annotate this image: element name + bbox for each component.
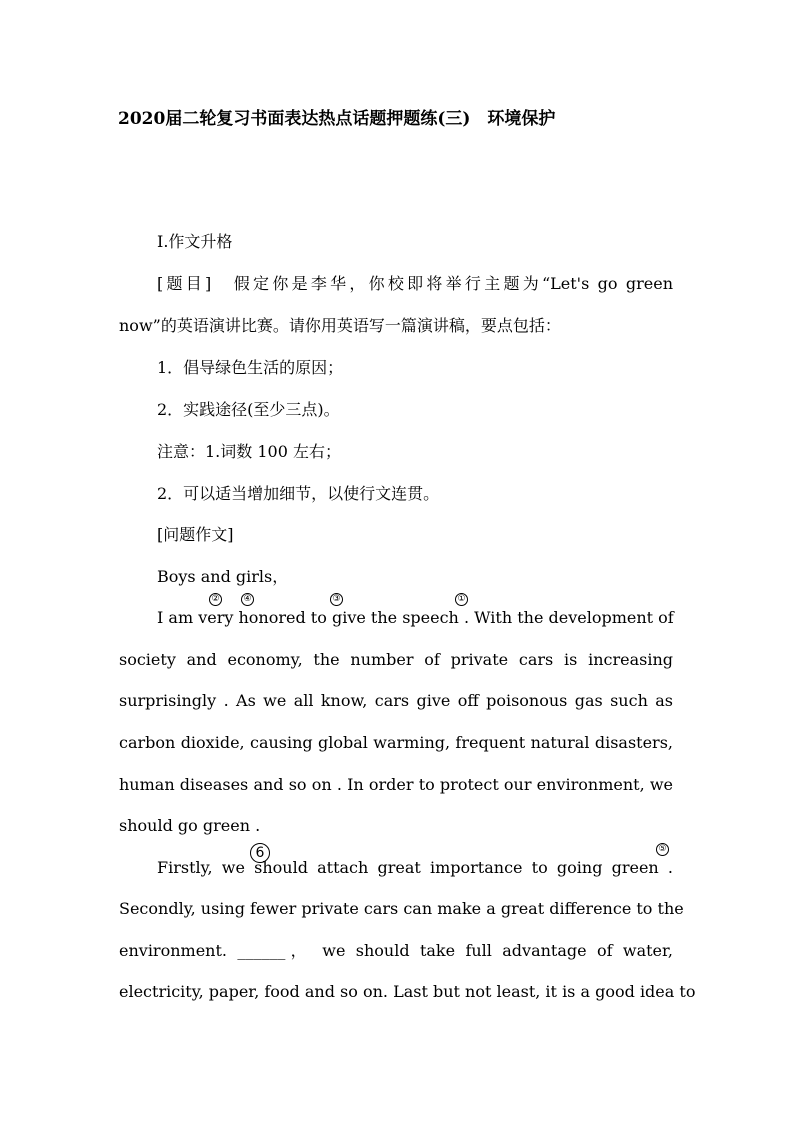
prompt-line-2: now”的英语演讲比赛。请你用英语写一篇演讲稿，要点包括： [119, 316, 561, 335]
essay-p1-line-5: human diseases and so on . In order to protect our environment, we [119, 775, 673, 794]
marker-3: ③ [330, 593, 343, 606]
marker-5: ⑤ [656, 843, 669, 856]
essay-p2-line-4: electricity, paper, food and so on. Last but not least, it is a good idea to [119, 982, 696, 1001]
essay-p1-line-2: society and economy, the number of private cars is increasing [119, 650, 673, 669]
essay-p1-line-4: carbon dioxide, causing global warming, frequent natural disasters, [119, 733, 673, 752]
essay-p2-line-1: Firstly, we should attach great importance to going green . [157, 858, 673, 877]
essay-p1-line-6: should go green . [119, 816, 261, 835]
note-1: 注意：1.词数 100 左右； [157, 442, 341, 461]
marker-2: ② [209, 593, 222, 606]
marker-1: ① [455, 593, 468, 606]
essay-p1-line-1: I am very honored to give the speech . With the development of [157, 608, 674, 627]
essay-label: [问题作文] [157, 525, 234, 544]
essay-p1-line-3: surprisingly . As we all know, cars give off poisonous gas such as [119, 691, 673, 710]
essay-p2-line-2: Secondly, using fewer private cars can make a great difference to the [119, 899, 684, 918]
note-2: 2．可以适当增加细节，以使行文连贯。 [157, 484, 440, 503]
requirement-1: 1．倡导绿色生活的原因； [157, 358, 344, 377]
page-title: 2020届二轮复习书面表达热点话题押题练(三) 环境保护 [118, 109, 556, 129]
prompt-line-1: [题目] 假定你是李华，你校即将举行主题为“Let's go green [157, 274, 673, 293]
essay-p2-line-3: environment. ______， we should take full advantage of water, [119, 941, 673, 960]
requirement-2: 2．实践途径(至少三点)。 [157, 400, 340, 419]
marker-4: ④ [241, 593, 254, 606]
essay-greeting: Boys and girls， [157, 567, 289, 586]
section-heading: Ⅰ.作文升格 [157, 232, 233, 251]
marker-6: 6 [250, 843, 270, 863]
